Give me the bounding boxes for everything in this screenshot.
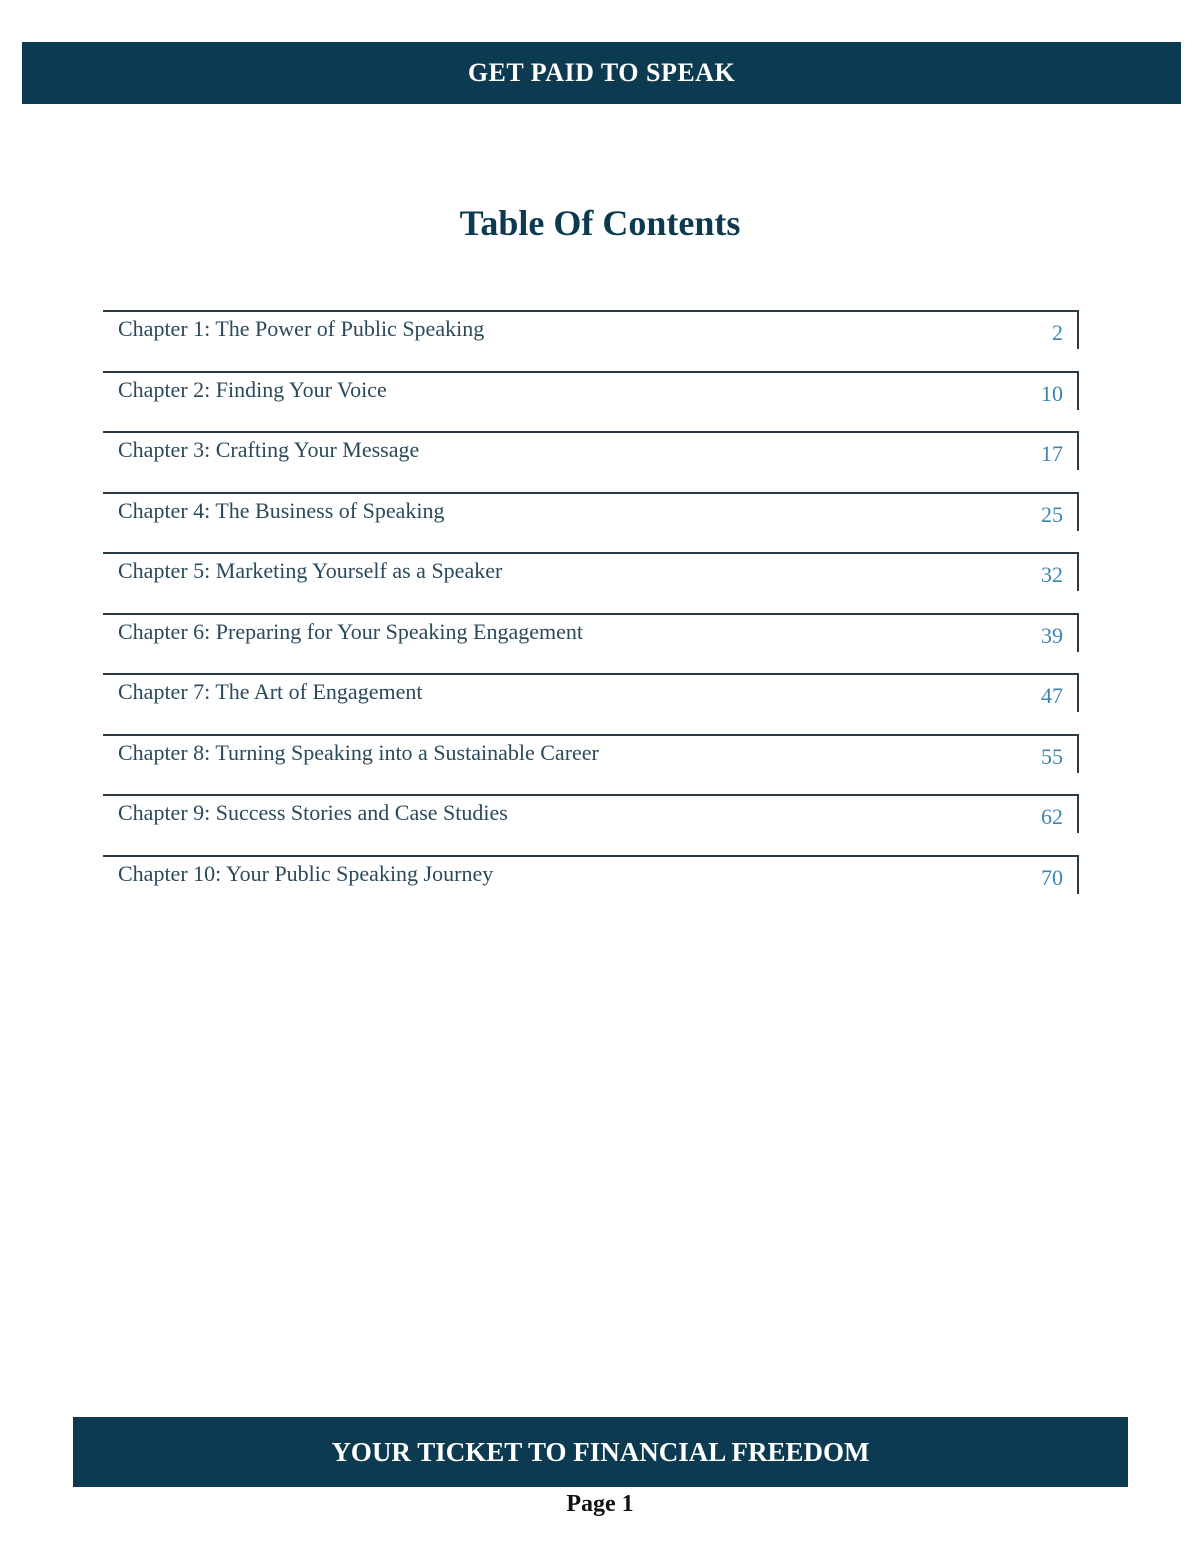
toc-entry-label: Chapter 8: Turning Speaking into a Sustainable Career bbox=[118, 739, 599, 765]
toc-title: Table Of Contents bbox=[459, 203, 741, 243]
toc-entry-page: 25 bbox=[1041, 501, 1063, 527]
toc-entry-label: Chapter 2: Finding Your Voice bbox=[118, 376, 387, 402]
row-divider bbox=[1077, 492, 1079, 531]
toc-entry-page: 62 bbox=[1041, 804, 1063, 829]
toc-entry-7[interactable] bbox=[103, 673, 1079, 734]
toc-entry-label: Chapter 7: The Art of Engagement bbox=[118, 679, 423, 704]
row-divider bbox=[1077, 734, 1079, 773]
toc-entry-label: Chapter 9: Success Stories and Case Studies bbox=[118, 800, 508, 825]
toc-entry-6[interactable] bbox=[103, 613, 1079, 674]
row-divider bbox=[1077, 613, 1079, 652]
toc-entry-2[interactable] bbox=[103, 371, 1079, 432]
row-divider bbox=[1077, 371, 1079, 410]
toc-entry-page: 70 bbox=[1041, 864, 1063, 890]
toc-entry-page: 10 bbox=[1041, 380, 1063, 406]
toc-entry-9[interactable] bbox=[103, 794, 1079, 855]
toc-entry-label: Chapter 4: The Business of Speaking bbox=[118, 497, 445, 523]
row-divider bbox=[1077, 673, 1079, 712]
row-divider bbox=[1077, 310, 1079, 349]
toc-entry-10[interactable] bbox=[103, 855, 1079, 916]
row-divider bbox=[1077, 855, 1079, 894]
footer-tagline: YOUR TICKET TO FINANCIAL FREEDOM bbox=[331, 1436, 870, 1467]
toc-entry-label: Chapter 10: Your Public Speaking Journey bbox=[118, 860, 494, 886]
toc-list bbox=[103, 310, 1079, 915]
header-title: GET PAID TO SPEAK bbox=[467, 58, 736, 87]
row-divider bbox=[1077, 431, 1079, 470]
toc-entry-3[interactable] bbox=[103, 431, 1079, 492]
toc-entry-page: 39 bbox=[1041, 622, 1063, 648]
toc-entry-page: 2 bbox=[1052, 320, 1063, 345]
toc-entry-page: 47 bbox=[1041, 683, 1063, 708]
toc-entry-label: Chapter 5: Marketing Yourself as a Speaker bbox=[118, 558, 503, 583]
toc-entry-label: Chapter 3: Crafting Your Message bbox=[118, 437, 420, 462]
toc-entry-label: Chapter 1: The Power of Public Speaking bbox=[118, 316, 485, 341]
toc-entry-label: Chapter 6: Preparing for Your Speaking Engagement bbox=[118, 618, 583, 644]
footer-band bbox=[73, 1417, 1128, 1487]
page-number: Page 1 bbox=[566, 1491, 634, 1517]
toc-entry-8[interactable] bbox=[103, 734, 1079, 795]
toc-entry-4[interactable] bbox=[103, 492, 1079, 553]
toc-entry-page: 32 bbox=[1041, 562, 1063, 587]
toc-entry-5[interactable] bbox=[103, 552, 1079, 613]
toc-entry-page: 55 bbox=[1041, 743, 1063, 769]
row-divider bbox=[1077, 552, 1079, 591]
toc-entry-page: 17 bbox=[1041, 441, 1063, 466]
header-band bbox=[22, 42, 1181, 104]
toc-entry-1[interactable] bbox=[103, 310, 1079, 371]
row-divider bbox=[1077, 794, 1079, 833]
